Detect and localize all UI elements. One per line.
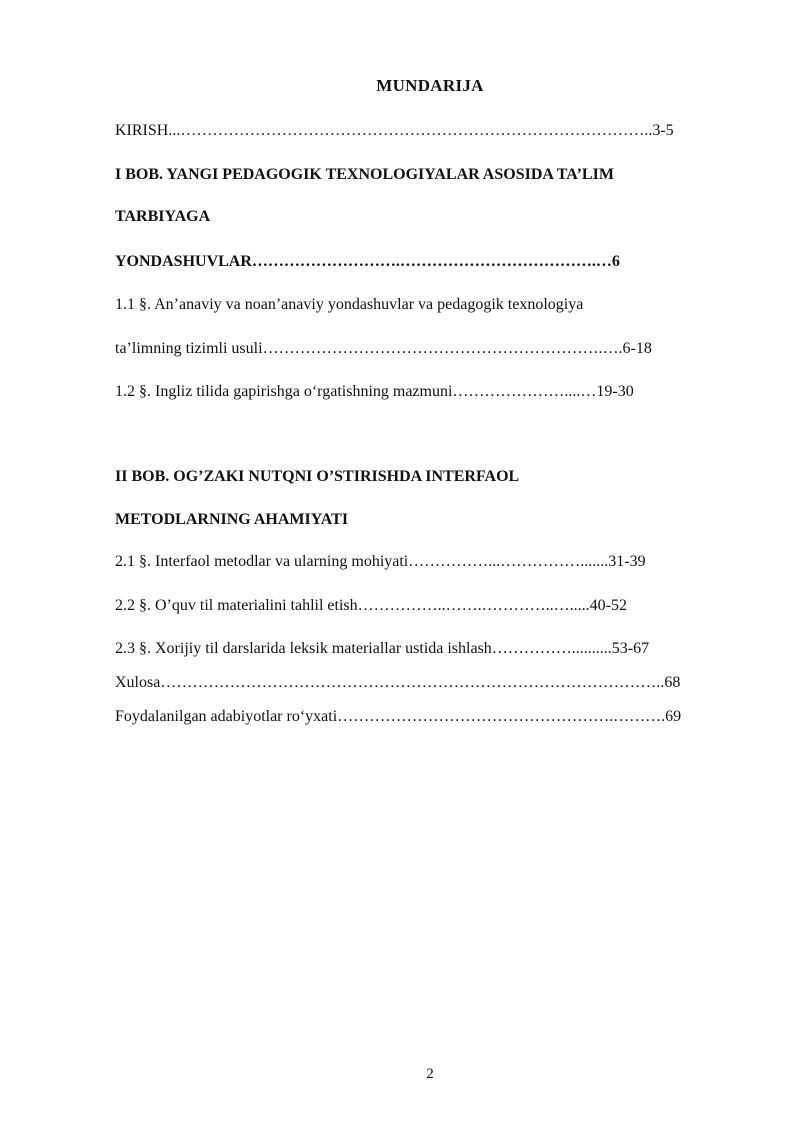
toc-chapter-1-heading-cont: TARBIYAGA (115, 208, 211, 225)
toc-section-1-2: 1.2 §. Ingliz tilida gapirishga o‘rgatishning mazmuni…………………....…19-30 (115, 383, 634, 400)
toc-chapter-1-heading-end: YONDASHUVLAR……………………….……………………………….…6 (115, 253, 620, 270)
toc-entry-kirish: KIRISH...……………………………………………………………………………..3-5 (115, 122, 674, 139)
toc-chapter-2-heading-cont: METODLARNING AHAMIYATI (115, 511, 349, 528)
toc-section-1-1-cont: ta’limning tizimli usuli……………………………………………………….….6-18 (115, 340, 652, 357)
toc-section-1-1: 1.1 §. An’anaviy va noan’anaviy yondashuvlar va pedagogik texnologiya (115, 296, 584, 313)
page-number: 2 (426, 1066, 434, 1082)
toc-section-2-2: 2.2 §. O’quv til materialini tahlil etish……………..…….…………..….....40-52 (115, 597, 627, 614)
toc-entry-xulosa: Xulosa…………………………………………………………………………………..68 (115, 674, 681, 691)
toc-entry-bibliography: Foydalanilgan adabiyotlar ro‘yxati…………………………………………….……….69 (115, 708, 682, 725)
toc-section-2-1: 2.1 §. Interfaol metodlar va ularning mohiyati……………...…………….......31-39 (115, 553, 646, 570)
toc-chapter-1-heading: I BOB. YANGI PEDAGOGIK TEXNOLOGIYALAR ASOSIDA TA’LIM (115, 166, 614, 183)
toc-section-2-3: 2.3 §. Xorijiy til darslarida leksik materiallar ustida ishlash……………..........53-67 (115, 640, 650, 657)
page-title: MUNDARIJA (376, 76, 484, 95)
toc-chapter-2-heading: II BOB. OG’ZAKI NUTQNI O’STIRISHDA INTERFAOL (115, 468, 520, 485)
